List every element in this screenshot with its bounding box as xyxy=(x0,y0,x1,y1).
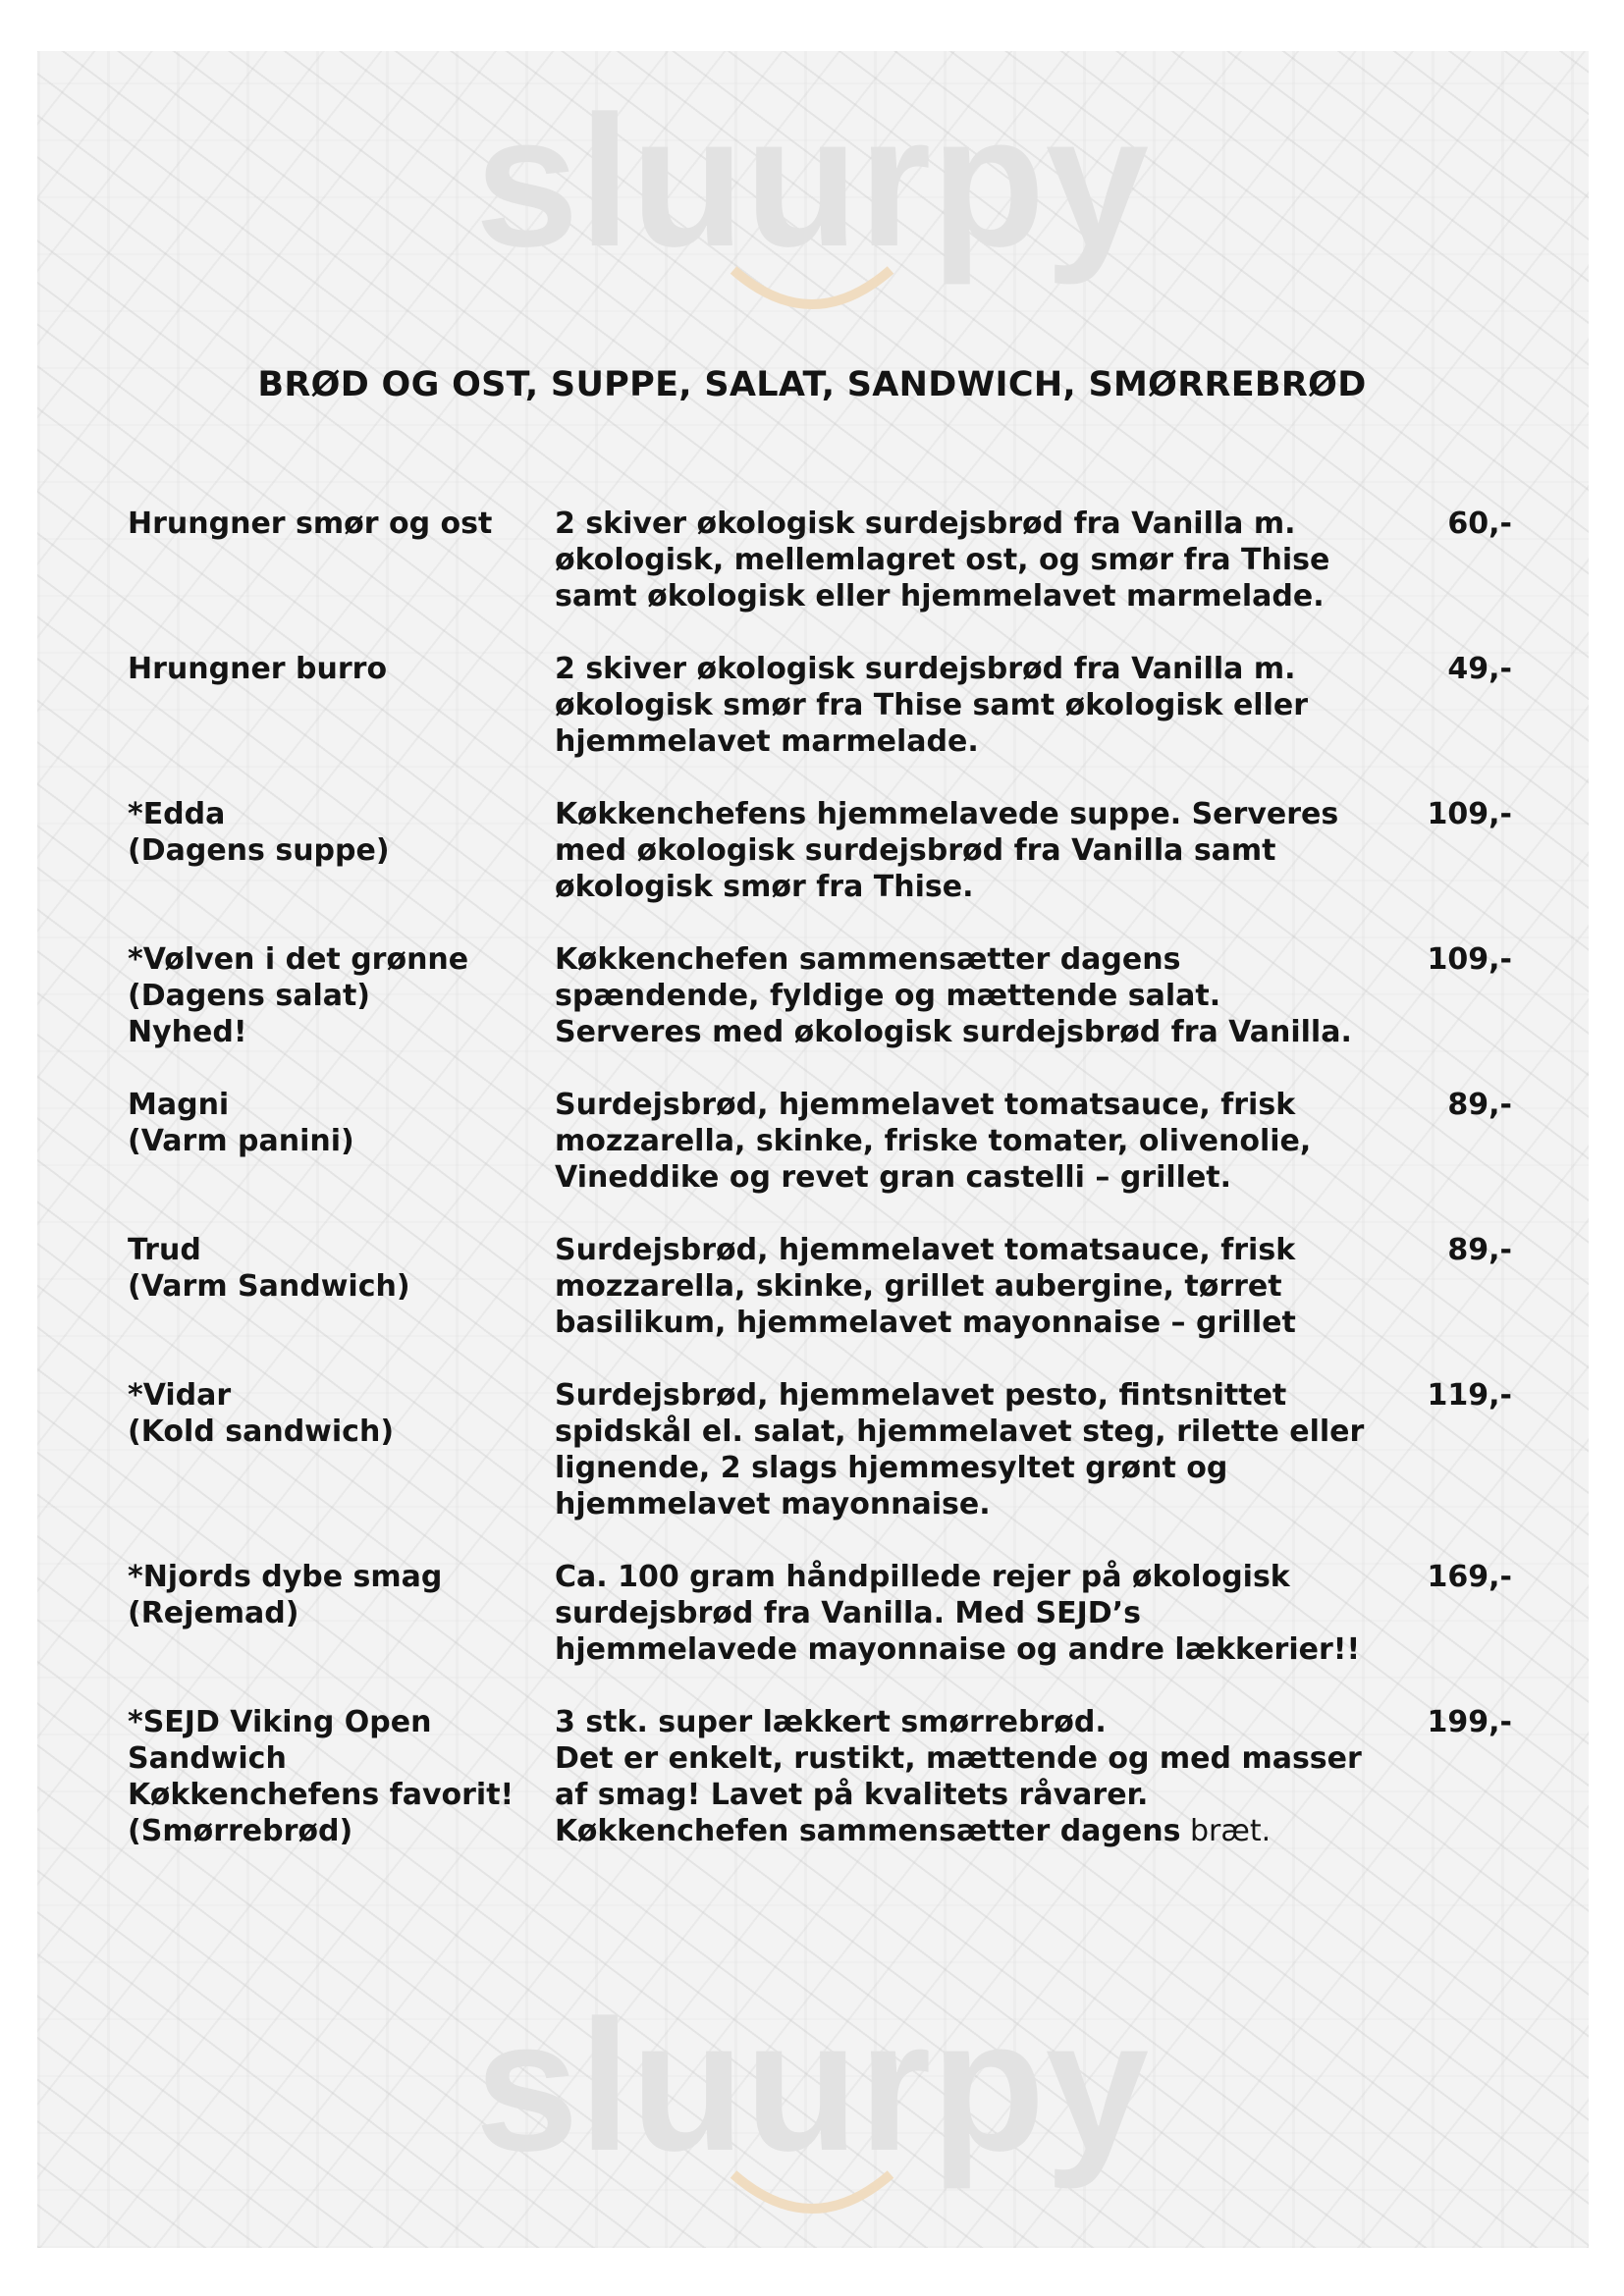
menu-item-sejd-viking-open-sandwich xyxy=(128,1704,1512,1849)
item-name: *SEJD Viking Open Sandwich Køkkenchefens favorit! (Smørrebrød) xyxy=(128,1705,514,1848)
menu-item-voelven-i-det-groenne xyxy=(128,941,1512,1050)
menu-item-edda xyxy=(128,796,1512,905)
item-name: Hrungner smør og ost xyxy=(128,507,493,541)
item-price: 60,- xyxy=(1447,507,1512,541)
item-name: *Njords dybe smag (Rejemad) xyxy=(128,1560,443,1630)
item-price: 89,- xyxy=(1447,1233,1512,1267)
menu-item-njords-dybe-smag xyxy=(128,1559,1512,1668)
item-description: 3 stk. super lækkert smørrebrød. Det er enkelt, rustikt, mættende og med masser af smag! Lavet på kvalitets råvarer. Køkkenchefen sammensætter dagens bræt. xyxy=(555,1705,1362,1848)
watermark-text-top: sluurpy xyxy=(474,78,1150,286)
item-description: 2 skiver økologisk surdejsbrød fra Vanilla m. økologisk, mellemlagret ost, og smør fra Thise samt økologisk eller hjemmelavet marmelade. xyxy=(555,507,1330,614)
item-name: Hrungner burro xyxy=(128,652,388,686)
item-price: 49,- xyxy=(1447,652,1512,686)
menu-item-hrungner-burro xyxy=(128,651,1512,760)
item-description: Surdejsbrød, hjemmelavet pesto, fintsnittet spidskål el. salat, hjemmelavet steg, rilette eller lignende, 2 slags hjemmesyltet grønt og hjemmelavet mayonnaise. xyxy=(555,1378,1365,1522)
item-name: Magni (Varm panini) xyxy=(128,1088,354,1158)
item-price: 109,- xyxy=(1427,942,1512,977)
item-name: *Vidar (Kold sandwich) xyxy=(128,1378,395,1449)
item-price: 119,- xyxy=(1427,1378,1512,1413)
menu-item-magni xyxy=(128,1087,1512,1196)
item-description: Surdejsbrød, hjemmelavet tomatsauce, frisk mozzarella, skinke, grillet aubergine, tørret basilikum, hjemmelavet mayonnaise – grillet xyxy=(555,1233,1296,1340)
item-price: 199,- xyxy=(1427,1705,1512,1739)
item-description: 2 skiver økologisk surdejsbrød fra Vanilla m. økologisk smør fra Thise samt økologisk eller hjemmelavet marmelade. xyxy=(555,652,1308,759)
item-name: Trud (Varm Sandwich) xyxy=(128,1233,410,1304)
menu-item-vidar xyxy=(128,1377,1512,1522)
item-description: Ca. 100 gram håndpillede rejer på økologisk surdejsbrød fra Vanilla. Med SEJD’s hjemmelavede mayonnaise og andre lækkerier!! xyxy=(555,1560,1361,1667)
item-price: 169,- xyxy=(1427,1560,1512,1594)
menu-item-trud xyxy=(128,1232,1512,1341)
item-price: 109,- xyxy=(1427,797,1512,831)
watermark-text-bottom: sluurpy xyxy=(474,1982,1150,2190)
item-name: *Edda (Dagens suppe) xyxy=(128,797,390,868)
item-price: 89,- xyxy=(1447,1088,1512,1122)
item-name: *Vølven i det grønne (Dagens salat) Nyhed! xyxy=(128,942,469,1049)
item-description: Surdejsbrød, hjemmelavet tomatsauce, frisk mozzarella, skinke, friske tomater, olivenolie, Vineddike og revet gran castelli – grillet. xyxy=(555,1088,1312,1195)
menu-title: BRØD OG OST, SUPPE, SALAT, SANDWICH, SMØRREBRØD xyxy=(257,365,1367,404)
item-description: Køkkenchefen sammensætter dagens spændende, fyldige og mættende salat. Serveres med økologisk surdejsbrød fra Vanilla. xyxy=(555,942,1352,1049)
menu-item-hrungner-smoer-og-ost xyxy=(128,506,1512,614)
item-description: Køkkenchefens hjemmelavede suppe. Serveres med økologisk surdejsbrød fra Vanilla samt økologisk smør fra Thise. xyxy=(555,797,1339,904)
menu-list xyxy=(128,506,1512,1886)
watermark-logo-bottom xyxy=(419,1953,1205,2287)
watermark-logo-top xyxy=(419,49,1205,383)
